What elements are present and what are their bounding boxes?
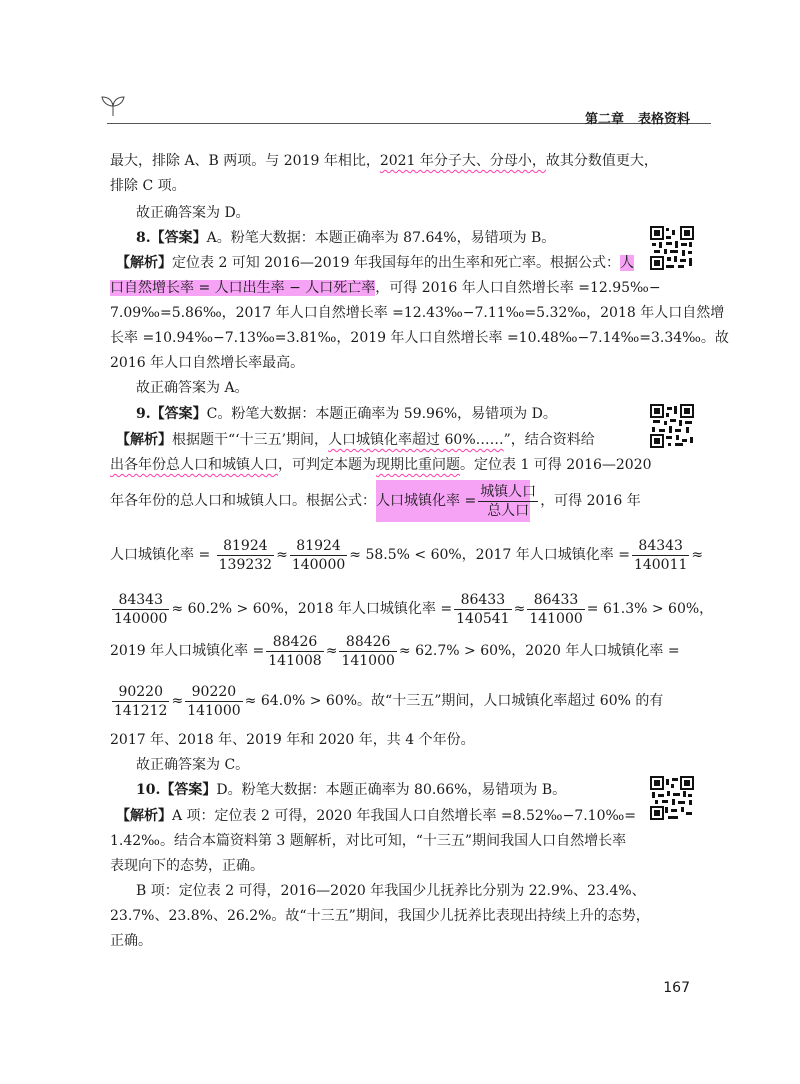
text-line: 7.09‰=5.86‰，2017 年人口自然增长率 =12.43‰−7.11‰=5.32‰，2018 年人口自然增	[110, 305, 725, 321]
fraction: $\frac{81924}{139232}$	[218, 537, 273, 573]
text-line: 表现向下的态势，正确。	[110, 858, 264, 874]
text-line: 故正确答案为 C。	[136, 757, 250, 773]
fraction: $\frac{90220}{141000}$	[187, 683, 241, 719]
answer-line: 10.【答案】D。粉笔大数据：本题正确率为 80.66%，易错项为 B。	[136, 782, 567, 798]
analysis-line: 【解析】根据题干“‘十三五’期间，人口城镇化率超过 60%……”，结合资料给	[116, 432, 595, 448]
answer-line: 9.【答案】C。粉笔大数据：本题正确率为 59.96%，易错项为 D。	[136, 406, 557, 422]
text-line: 2017 年、2018 年、2019 年和 2020 年，共 4 个年份。	[110, 732, 475, 748]
math-line: 2019 年人口城镇化率 = $\frac{88426}{141008}$ ≈ $\frac{88426}{141000}$ ≈ 62.7% > 60%，2020 年人口城镇化率 =	[110, 633, 680, 669]
math-line: $\frac{84343}{140000}$ ≈ 60.2% > 60%，2018 年人口城镇化率 = $\frac{86433}{140541}$ ≈ $\frac{86433}{141000}$ = 61.3% > 60%，	[114, 591, 714, 627]
fraction: $\frac{90220}{141212}$	[114, 683, 168, 719]
fraction: $\frac{84343}{140000}$	[114, 591, 168, 627]
fraction: $\frac{\text{城镇人口}}{\text{总人口}}$	[480, 483, 537, 519]
text-line: B 项：定位表 2 可得，2016—2020 年我国少儿抚养比分别为 22.9%、23.4%、	[136, 883, 646, 899]
text-line: 23.7%、23.8%、26.2%。故“十三五”期间，我国少儿抚养比表现出持续上升的态势，	[110, 908, 650, 924]
text-line: 年各年份的总人口和城镇人口。根据公式：人口城镇化率 = $\frac{\text{城镇人口}}{\text{总人口}}$ ，可得 2016 年	[110, 483, 641, 519]
qr-code-icon[interactable]	[650, 776, 694, 820]
fraction: $\frac{86433}{141000}$	[529, 591, 583, 627]
text-line: 排除 C 项。	[110, 178, 186, 194]
math-line: 人口城镇化率 = $\frac{81924}{139232}$ ≈ $\frac{81924}{140000}$ ≈ 58.5% < 60%，2017 年人口城镇化率 = $\frac{84343}{140011}$ ≈	[110, 537, 704, 573]
fraction: $\frac{84343}{140011}$	[633, 537, 688, 573]
fraction: $\frac{81924}{140000}$	[291, 537, 346, 573]
leaf-ornament-icon	[100, 94, 126, 118]
text-line: 故正确答案为 A。	[136, 380, 249, 396]
answer-line: 8.【答案】A。粉笔大数据：本题正确率为 87.64%，易错项为 B。	[136, 230, 556, 246]
chapter-title: 表格资料	[637, 112, 690, 127]
text-line: 长率 =10.94‰−7.13‰=3.81‰，2019 年人口自然增长率 =10.48‰−7.14‰=3.34‰。故	[110, 330, 729, 346]
analysis-line: 【解析】定位表 2 可知 2016—2019 年我国每年的出生率和死亡率。根据公式：人	[116, 255, 634, 271]
chapter-number: 第二章	[584, 112, 624, 127]
math-line: $\frac{90220}{141212}$ ≈ $\frac{90220}{141000}$ ≈ 64.0% > 60%。故“十三五”期间，人口城镇化率超过 60% 的有	[114, 683, 664, 719]
page-number: 167	[663, 980, 690, 996]
qr-code-icon[interactable]	[650, 226, 694, 270]
text-line: 口自然增长率 = 人口出生率 − 人口死亡率，可得 2016 年人口自然增长率 =12.95‰−	[110, 280, 661, 296]
text-line: 出各年份总人口和城镇人口，可判定本题为现期比重问题。定位表 1 可得 2016—2020	[110, 457, 652, 473]
text-line: 故正确答案为 D。	[136, 205, 250, 221]
text-line: 最大，排除 A、B 两项。与 2019 年相比，2021 年分子大、分母小，故其分数值更大，	[110, 153, 658, 169]
fraction: $\frac{88426}{141008}$	[268, 633, 322, 669]
formula-highlight: 口自然增长率 = 人口出生率 − 人口死亡率	[110, 280, 376, 296]
fraction: $\frac{88426}{141000}$	[341, 633, 395, 669]
text-line: 正确。	[110, 933, 152, 949]
chapter-header	[571, 108, 690, 127]
qr-code-icon[interactable]	[650, 404, 694, 448]
analysis-line: 【解析】A 项：定位表 2 可得，2020 年我国人口自然增长率 =8.52‰−7.10‰=	[116, 808, 637, 824]
fraction: $\frac{86433}{140541}$	[456, 591, 510, 627]
text-line: 1.42‰。结合本篇资料第 3 题解析，对比可知，“十三五”期间我国人口自然增长率	[110, 833, 627, 849]
text-line: 2016 年人口自然增长率最高。	[110, 355, 305, 371]
